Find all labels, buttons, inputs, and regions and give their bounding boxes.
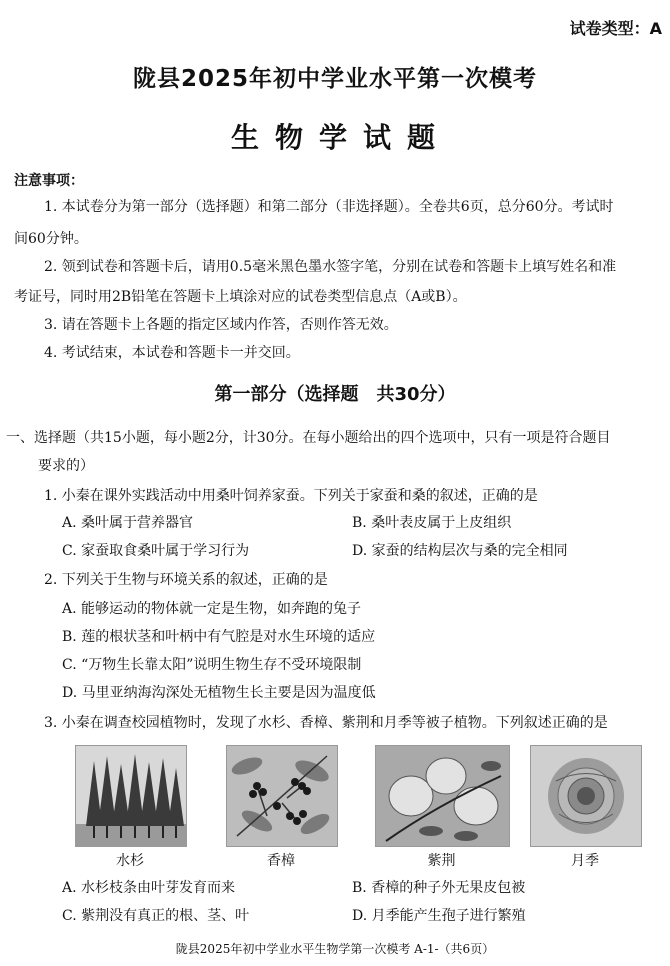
caption-redbud: 紫荆 bbox=[427, 853, 456, 869]
notice-heading: 注意事项： bbox=[14, 173, 84, 189]
question-2-option-b: B. 莲的根状茎和叶柄中有气腔是对水生环境的适应 bbox=[62, 629, 376, 645]
dawn-redwood-photo bbox=[75, 745, 187, 847]
question-1-stem: 1. 小秦在课外实践活动中用桑叶饲养家蚕。下列关于家蚕和桑的叙述，正确的是 bbox=[44, 488, 538, 504]
subject-title: 生物学试题 bbox=[230, 121, 451, 154]
notice-item-3: 3. 请在答题卡上各题的指定区域内作答，否则作答无效。 bbox=[44, 317, 398, 333]
notice-item-1-cont: 间60分钟。 bbox=[14, 231, 88, 247]
camphor-tree-photo bbox=[226, 745, 338, 847]
redbud-photo bbox=[375, 745, 510, 847]
caption-camphor: 香樟 bbox=[267, 853, 295, 869]
question-1-option-a: A. 桑叶属于营养器官 bbox=[62, 515, 194, 531]
question-2-stem: 2. 下列关于生物与环境关系的叙述，正确的是 bbox=[44, 572, 328, 588]
notice-item-4: 4. 考试结束，本试卷和答题卡一并交回。 bbox=[44, 345, 300, 361]
page-footer: 陇县2025年初中学业水平生物学第一次模考 A-1-（共6页） bbox=[175, 942, 495, 956]
paper-type-label: 试卷类型：A bbox=[569, 19, 662, 38]
question-2-option-d: D. 马里亚纳海沟深处无植物生长主要是因为温度低 bbox=[62, 685, 376, 701]
exam-title: 陇县2025年初中学业水平第一次模考 bbox=[132, 66, 537, 92]
question-3-option-b: B. 香樟的种子外无果皮包被 bbox=[352, 880, 526, 896]
notice-item-1: 1. 本试卷分为第一部分（选择题）和第二部分（非选择题）。全卷共6页，总分60分。考试时 bbox=[44, 199, 614, 215]
notice-item-2: 2. 领到试卷和答题卡后，请用0.5毫米黑色墨水签字笔，分别在试卷和答题卡上填写姓名和准 bbox=[44, 259, 617, 275]
section-heading: 第一部分（选择题 共30分） bbox=[214, 384, 456, 405]
part-intro-cont: 要求的） bbox=[38, 458, 94, 474]
caption-dawn-redwood: 水杉 bbox=[116, 853, 144, 869]
caption-rose: 月季 bbox=[571, 853, 599, 869]
question-1-option-b: B. 桑叶表皮属于上皮组织 bbox=[352, 515, 512, 531]
question-3-option-c: C. 紫荆没有真正的根、茎、叶 bbox=[62, 908, 250, 924]
question-3-option-a: A. 水杉枝条由叶芽发育而来 bbox=[62, 880, 236, 896]
question-2-option-a: A. 能够运动的物体就一定是生物，如奔跑的兔子 bbox=[62, 601, 362, 617]
notice-item-2-cont: 考证号，同时用2B铅笔在答题卡上填涂对应的试卷类型信息点（A或B）。 bbox=[14, 289, 467, 305]
question-3-option-d: D. 月季能产生孢子进行繁殖 bbox=[352, 908, 526, 924]
question-1-option-c: C. 家蚕取食桑叶属于学习行为 bbox=[62, 543, 250, 559]
question-2-option-c: C. “万物生长靠太阳”说明生物生存不受环境限制 bbox=[62, 657, 362, 673]
rose-photo bbox=[530, 745, 642, 847]
part-intro: 一、选择题（共15小题，每小题2分，计30分。在每小题给出的四个选项中，只有一项是符合题目 bbox=[6, 430, 611, 446]
question-1-option-d: D. 家蚕的结构层次与桑的完全相同 bbox=[352, 543, 568, 559]
question-3-stem: 3. 小秦在调查校园植物时，发现了水杉、香樟、紫荆和月季等被子植物。下列叙述正确的是 bbox=[44, 715, 608, 731]
